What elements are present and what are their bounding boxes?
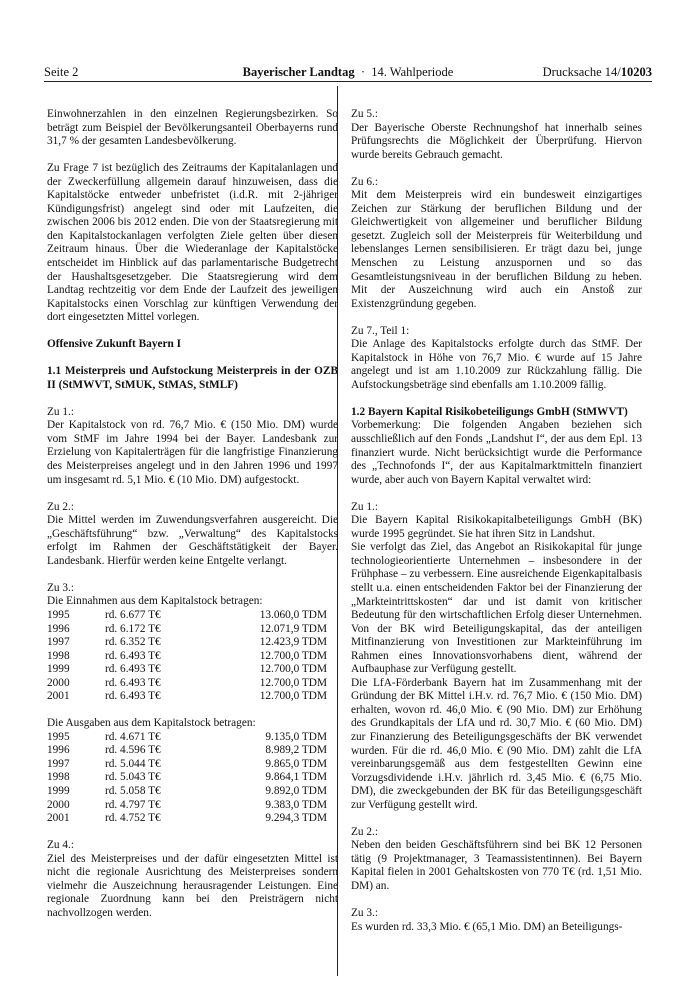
teur-cell: rd. 6.172 T€ (105, 622, 161, 635)
header-separator: · (360, 65, 365, 79)
table-row (47, 623, 327, 637)
paragraph: Die Bayern Kapital Risikokapitalbeteiligungs GmbH (BK) wurde 1995 gegründet. Sie hat ihren Sitz in Landshut. (351, 514, 642, 540)
subsection-heading: 1.1 Meisterpreis und Aufstockung Meisterpreis in der OZB II (StMWVT, StMUK, StMAS, StMLF) (47, 365, 338, 391)
year-cell: 1999 (47, 785, 70, 798)
publisher-name: Bayerischer Landtag (242, 65, 355, 79)
tdm-cell: 12.700,0 TDM (259, 663, 327, 676)
answer-label: Zu 1.: (351, 500, 378, 513)
header-rule (44, 81, 652, 82)
teur-cell: rd. 6.352 T€ (105, 636, 161, 649)
table-row (47, 677, 327, 691)
tdm-cell: 9.383,0 TDM (265, 798, 327, 811)
year-cell: 2000 (47, 676, 70, 689)
subsection-heading: 1.2 Bayern Kapital Risikobeteiligungs GmbH (StMWVT) (351, 405, 628, 418)
page-header (44, 64, 652, 82)
table-row (47, 731, 327, 745)
left-column (47, 108, 338, 920)
teur-cell: rd. 6.493 T€ (105, 676, 161, 689)
paragraph: Die Mittel werden im Zuwendungsverfahren ausgereicht. Die „Geschäftsführung“ bzw. „Verwaltung“ des Kapitalstocks erfolgt im Rahmen der Geschäftstätigkeit der Bayer. Landesbank. Hierfür werden keine Entgelte verlangt. (47, 514, 338, 567)
year-cell: 1998 (47, 649, 70, 662)
section-heading: Offensive Zukunft Bayern I (47, 338, 182, 351)
table-caption: Die Einnahmen aus dem Kapitalstock betragen: (47, 595, 263, 608)
paragraph: Vorbemerkung: Die folgenden Angaben beziehen sich ausschließlich auf den Fonds „Landshut I“, der aus dem Epl. 13 finanziert wurde. Nicht berücksichtigt wurde die Performance des „Technofonds I“, der aus Kapitalmarktmitteln finanziert wurde, aber auch von Bayern Kapital verwaltet wird: (351, 419, 642, 486)
paragraph: Es wurden rd. 33,3 Mio. € (65,1 Mio. DM) an Beteiligungs- (351, 920, 623, 933)
table-caption: Die Ausgaben aus dem Kapitalstock betragen: (47, 717, 256, 730)
year-cell: 1998 (47, 771, 70, 784)
tdm-cell: 9.864,1 TDM (265, 771, 327, 784)
document-number: Drucksache 14/10203 (542, 65, 652, 79)
teur-cell: rd. 6.493 T€ (105, 649, 161, 662)
teur-cell: rd. 6.493 T€ (105, 690, 161, 703)
teur-cell: rd. 4.671 T€ (105, 730, 161, 743)
table-row (47, 650, 327, 664)
paragraph: Mit dem Meisterpreis wird ein bundesweit einzigartiges Zeichen zur Stärkung der beruflichen Bildung und der Gleichwertigkeit von allgemeiner und beruflicher Bildung gesetzt. Zugleich soll der Meisterpreis für Weiterbildung und lebenslanges Lernen sensibilisieren. Er trägt dazu bei, junge Menschen zu Leistung anzuspornen und so das Gesamtleistungsniveau in der beruflichen Bildung zu heben. Mit der Auszeichnung wird auch ein Anstoß zur Existenzgründung gegeben. (351, 189, 642, 310)
tdm-cell: 9.892,0 TDM (265, 785, 327, 798)
teur-cell: rd. 4.596 T€ (105, 744, 161, 757)
tdm-cell: 8.989,2 TDM (265, 744, 327, 757)
answer-label: Zu 7., Teil 1: (351, 324, 410, 337)
table-row (47, 690, 327, 704)
answer-label: Zu 6.: (351, 175, 378, 188)
table-row (47, 785, 327, 799)
tdm-cell: 13.060,0 TDM (259, 608, 327, 621)
answer-label: Zu 3.: (47, 581, 74, 594)
teur-cell: rd. 6.677 T€ (105, 608, 161, 621)
year-cell: 2001 (47, 812, 70, 825)
legislative-period: 14. Wahlperiode (371, 65, 454, 79)
paragraph: Der Bayerische Oberste Rechnungshof hat innerhalb seines Prüfungsrechts die Möglichkeit der Überprüfung. Hiervon wurde bereits Gebrauch gemacht. (351, 121, 642, 161)
answer-label: Zu 2.: (47, 500, 74, 513)
year-cell: 1999 (47, 663, 70, 676)
right-column (351, 108, 642, 934)
answer-label: Zu 5.: (351, 108, 378, 120)
teur-cell: rd. 4.752 T€ (105, 812, 161, 825)
teur-cell: rd. 5.058 T€ (105, 785, 161, 798)
teur-cell: rd. 5.043 T€ (105, 771, 161, 784)
tdm-cell: 9.865,0 TDM (265, 757, 327, 770)
answer-label: Zu 2.: (351, 825, 378, 838)
paragraph: Der Kapitalstock von rd. 76,7 Mio. € (150 Mio. DM) wurde vom StMF im Jahre 1994 bei der Bayer. Landesbank zur Erzielung von Kapitalerträgen für die langfristige Finanzierung des Meisterpreises angelegt und in den Jahren 1996 und 1997 um insgesamt rd. 5,1 Mio. € (10 Mio. DM) aufgestockt. (47, 419, 338, 486)
table-row (47, 663, 327, 677)
paragraph: Ziel des Meisterpreises und der dafür eingesetzten Mittel ist nicht die regionale Ausrichtung des Meisterpreises sondern vielmehr die Auszeichnung herausragender Leistungen. Eine regionale Zuordnung kann bei den Preisträgern nicht nachvollzogen werden. (47, 852, 338, 919)
paragraph: Die LfA-Förderbank Bayern hat im Zusammenhang mit der Gründung der BK Mittel i.H.v. rd. 76,7 Mio. € (150 Mio. DM) erhalten, wovon rd. 46,0 Mio. € (90 Mio. DM) zur Erhöhung des Grundkapitals der LfA und rd. 30,7 Mio. € (60 Mio. DM) zur Finanzierung des Beteiligungsgeschäfts der BK verwendet wurden. Für die rd. 46,0 Mio. € (90 Mio. DM) zahlt die LfA vereinbarungsgemäß aus dem festgestellten Gewinn eine Vorzugsdividende i.H.v. jährlich rd. 3,45 Mio. € (6,75 Mio. DM), die zweckgebunden der BK für das Beteiligungsgeschäft zur Verfügung gestellt wird. (351, 676, 642, 811)
paragraph: Sie verfolgt das Ziel, das Angebot an Risikokapital für junge technologieorientierte Unternehmen – insbesondere in der Frühphase – zu verbessern. Eine ausreichende Eigenkapitalbasis stellt u.a. einen entscheidenden Faktor bei der Finanzierung der „Markteintrittskosten“ dar und ist damit von kritischer Bedeutung für den wirtschaftlichen Erfolg dieser Unternehmen. Von der BK wird Beteiligungskapital, das der anteiligen Mitfinanzierung von Investitionen zur Markteinführung im Rahmen eines Innovationsvorhabens dient, während der Aufbauphase zur Verfügung gestellt. (351, 541, 642, 676)
year-cell: 1996 (47, 744, 70, 757)
page-number: Seite 2 (44, 65, 79, 79)
table-row (47, 744, 327, 758)
year-cell: 2000 (47, 798, 70, 811)
expense-table (47, 731, 327, 826)
year-cell: 1997 (47, 757, 70, 770)
paragraph: Die Anlage des Kapitalstocks erfolgte durch das StMF. Der Kapitalstock in Höhe von 76,7 Mio. € wurde auf 15 Jahre angelegt und ist am 1.10.2009 zur Rückzahlung fällig. Die Aufstockungsbeträge sind ebenfalls am 1.10.2009 fällig. (351, 338, 642, 391)
table-row (47, 812, 327, 826)
answer-label: Zu 4.: (47, 839, 74, 852)
year-cell: 1996 (47, 622, 70, 635)
tdm-cell: 12.700,0 TDM (259, 690, 327, 703)
teur-cell: rd. 5.044 T€ (105, 757, 161, 770)
teur-cell: rd. 4.797 T€ (105, 798, 161, 811)
table-row (47, 609, 327, 623)
year-cell: 2001 (47, 690, 70, 703)
tdm-cell: 12.071,9 TDM (259, 622, 327, 635)
answer-label: Zu 3.: (351, 906, 378, 919)
paragraph: Einwohnerzahlen in den einzelnen Regierungsbezirken. So beträgt zum Beispiel der Bevölkerungsanteil Oberbayerns rund 31,7 % der gesamten Landesbevölkerung. (47, 108, 338, 148)
tdm-cell: 12.700,0 TDM (259, 649, 327, 662)
year-cell: 1995 (47, 730, 70, 743)
tdm-cell: 9.294,3 TDM (265, 812, 327, 825)
tdm-cell: 12.700,0 TDM (259, 676, 327, 689)
table-row (47, 636, 327, 650)
tdm-cell: 12.423,9 TDM (259, 636, 327, 649)
paragraph: Neben den beiden Geschäftsführern sind bei BK 12 Personen tätig (9 Projektmanager, 3 Teamassistentinnen). Bei Bayern Kapital fielen in 2001 Gehaltskosten von 770 T€ (rd. 1,51 Mio. DM) an. (351, 839, 642, 892)
year-cell: 1995 (47, 608, 70, 621)
table-row (47, 771, 327, 785)
year-cell: 1997 (47, 636, 70, 649)
income-table (47, 609, 327, 704)
teur-cell: rd. 6.493 T€ (105, 663, 161, 676)
table-row (47, 799, 327, 813)
table-row (47, 758, 327, 772)
tdm-cell: 9.135,0 TDM (265, 730, 327, 743)
answer-label: Zu 1.: (47, 405, 74, 418)
paragraph: Zu Frage 7 ist bezüglich des Zeitraums der Kapitalanlagen und der Zweckerfüllung allgemein darauf hinzuweisen, dass die Kapitalstöcke entweder unbefristet (i.d.R. mit 2-jähriger Kündigungsfrist) angelegt sind oder mit Laufzeiten, die zwischen 2006 bis 2012 enden. Die von der Staatsregierung mit den Kapitalstockanlagen verfolgten Ziele gelten über diesen Zeitraum hinaus. Über die Wiederanlage der Kapitalstöcke entscheidet im Hinblick auf das parlamentarische Budgetrecht der Haushaltsgesetzgeber. Die Staatsregierung wird dem Landtag rechtzeitig vor dem Ende der Laufzeit des jeweiligen Kapitalstocks einen Vorschlag zur künftigen Verwendung der dort eingesetzten Mittel vorlegen. (47, 162, 338, 324)
